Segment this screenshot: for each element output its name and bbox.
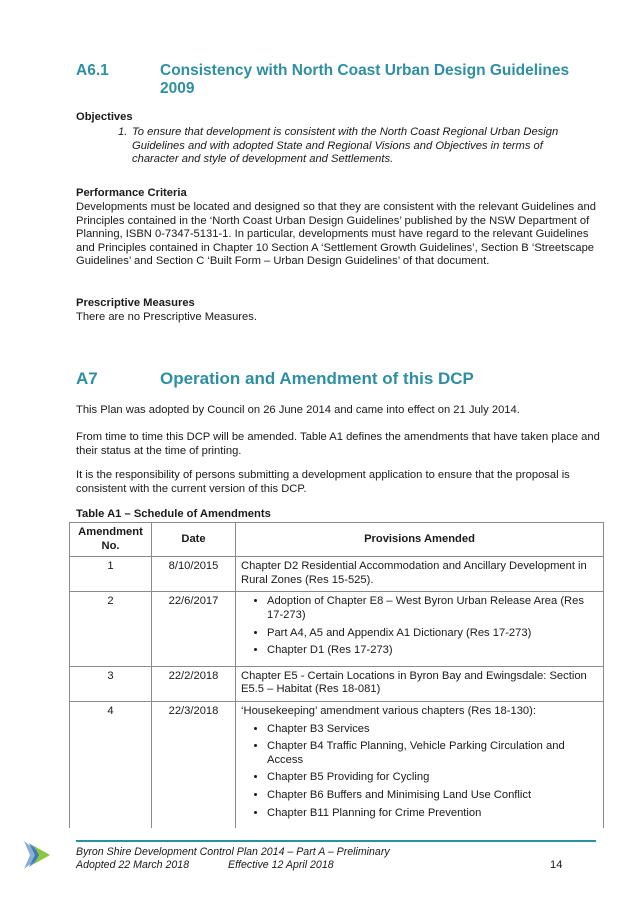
- amendment-number: 3: [70, 666, 152, 701]
- table-caption: Table A1 – Schedule of Amendments: [76, 508, 271, 520]
- amendment-date: 22/6/2017: [152, 592, 236, 666]
- provisions-list-item: • Chapter B5 Providing for Cycling: [267, 771, 598, 785]
- amendment-paragraph: From time to time this DCP will be amended. Table A1 defines the amendments that have taken place and their status at the time of printing.: [76, 431, 600, 457]
- provisions-cell: [236, 592, 604, 666]
- footer-adopted-date: Adopted 22 March 2018: [76, 859, 190, 871]
- amendments-table: [69, 522, 604, 828]
- section-title: Consistency with North Coast Urban Design Guidelines 2009: [160, 62, 570, 97]
- prescriptive-measures-text: There are no Prescriptive Measures.: [76, 311, 257, 323]
- column-header-date: Date: [152, 523, 236, 557]
- provisions-list-item: • Adoption of Chapter E8 – West Byron Urban Release Area (Res 17-273): [267, 595, 598, 622]
- table-row: [70, 666, 604, 701]
- council-logo-icon: [20, 838, 56, 872]
- amendment-number: 2: [70, 592, 152, 666]
- amendment-date: 22/2/2018: [152, 666, 236, 701]
- provisions-list-item: • Chapter B6 Buffers and Minimising Land Use Conflict: [267, 789, 598, 803]
- performance-criteria-text: Developments must be located and designed so that they are consistent with the relevant Guidelines and Principles contained in the ‘North Coast Urban Design Guidelines’ published by the NSW Department of Planning, ISBN 0-7347-5131-1. In particular, developments must have regard to the relevant Guidelines and Principles contained in Chapter 10 Section A ‘Settlement Growth Guidelines’, Section B ‘Streetscape Guidelines’ and Section C ‘Built Form – Urban Design Guidelines’ of that document.: [76, 201, 596, 268]
- footer-title: Byron Shire Development Control Plan 2014 – Part A – Preliminary: [76, 846, 390, 858]
- column-header-provisions: Provisions Amended: [236, 523, 604, 557]
- table-header-row: [70, 523, 604, 557]
- page-number: 14: [550, 859, 563, 871]
- provisions-list: [241, 723, 598, 821]
- amendment-date: 8/10/2015: [152, 557, 236, 592]
- prescriptive-measures-heading: Prescriptive Measures: [76, 297, 195, 309]
- section-number: A6.1: [76, 62, 109, 79]
- objectives-heading: Objectives: [76, 111, 133, 123]
- table-row: [70, 557, 604, 592]
- provisions-text: Chapter E5 - Certain Locations in Byron Bay and Ewingsdale: Section E5.5 – Habitat (Res 18-081): [236, 666, 604, 701]
- performance-criteria-heading: Performance Criteria: [76, 187, 187, 199]
- table-row: [70, 701, 604, 828]
- provisions-cell: [236, 701, 604, 828]
- provisions-list-item: • Chapter D1 (Res 17-273): [267, 644, 598, 658]
- amendment-date: 22/3/2018: [152, 701, 236, 828]
- responsibility-paragraph: It is the responsibility of persons submitting a development application to ensure that the proposal is consistent with the current version of this DCP.: [76, 469, 570, 495]
- section-number: A7: [76, 369, 98, 388]
- section-title: Operation and Amendment of this DCP: [160, 369, 474, 388]
- provisions-list-item: • Chapter B4 Traffic Planning, Vehicle Parking Circulation and Access: [267, 740, 598, 767]
- amendment-number: 1: [70, 557, 152, 592]
- amendment-number: 4: [70, 701, 152, 828]
- table-row: [70, 592, 604, 666]
- provisions-list: [241, 595, 598, 657]
- footer-dates: [76, 859, 334, 872]
- provisions-list-item: • Chapter B11 Planning for Crime Prevention: [267, 807, 598, 821]
- provisions-intro: ‘Housekeeping’ amendment various chapters (Res 18-130):: [241, 704, 536, 717]
- objective-number: 1.: [118, 126, 128, 138]
- column-header-amendment-no: Amendment No.: [70, 523, 152, 557]
- adoption-paragraph: This Plan was adopted by Council on 26 June 2014 and came into effect on 21 July 2014.: [76, 404, 520, 416]
- provisions-list-item: • Part A4, A5 and Appendix A1 Dictionary (Res 17-273): [267, 627, 598, 641]
- objective-text: To ensure that development is consistent with the North Coast Regional Urban Design Guidelines and with adopted State and Regional Visions and Objectives in terms of character and style of development and Settlements.: [132, 126, 559, 166]
- footer-effective-date: Effective 12 April 2018: [228, 859, 334, 871]
- footer-divider: [76, 840, 596, 842]
- provisions-text: Chapter D2 Residential Accommodation and Ancillary Development in Rural Zones (Res 15-525).: [236, 557, 604, 592]
- provisions-list-item: • Chapter B3 Services: [267, 723, 598, 737]
